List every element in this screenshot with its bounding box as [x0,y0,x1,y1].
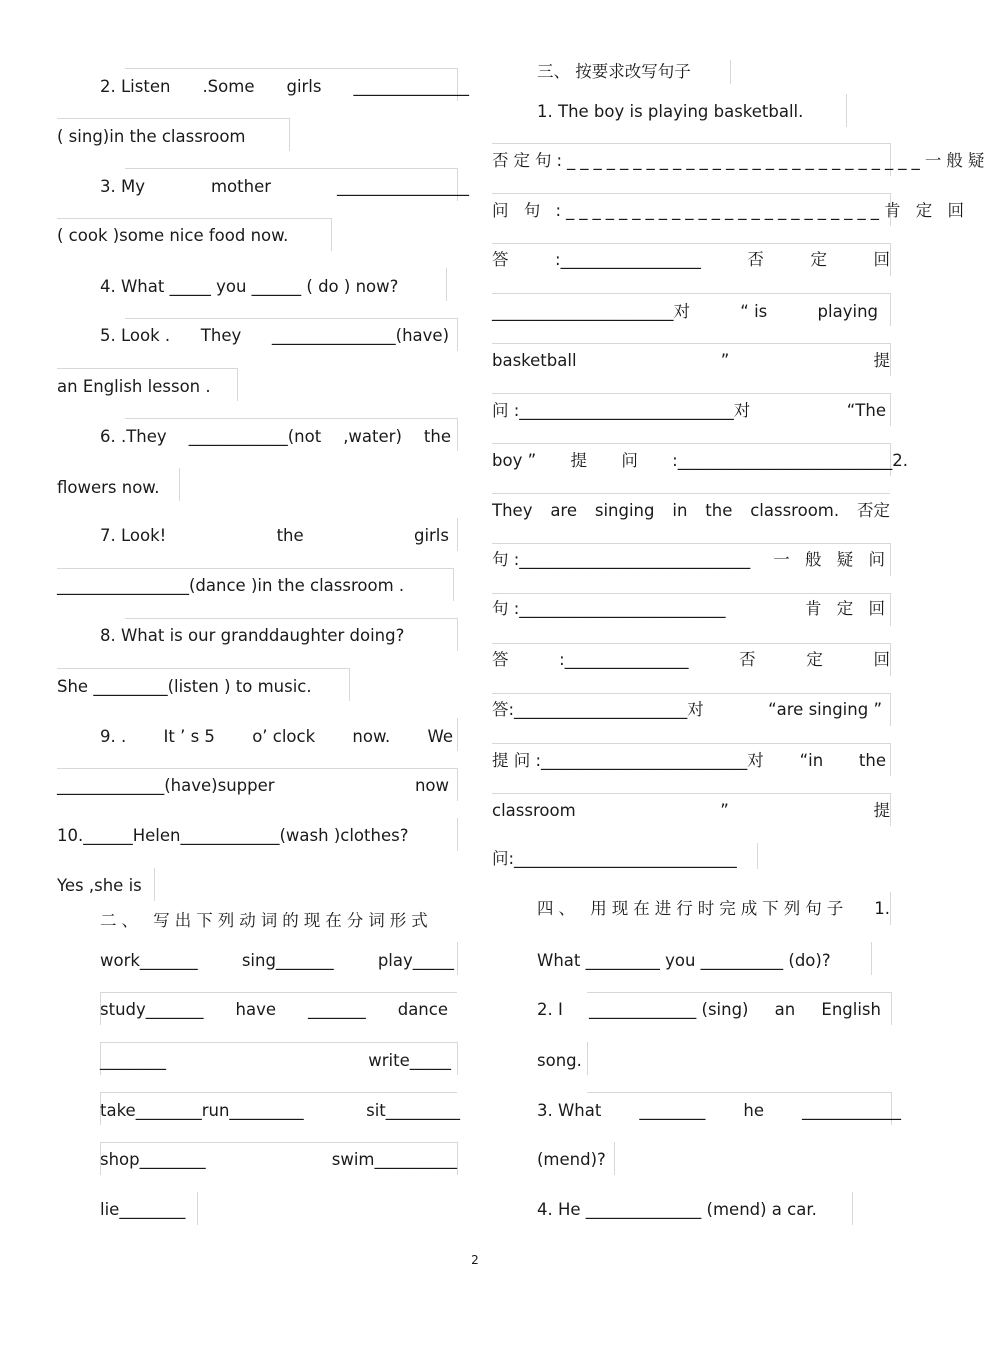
rule [457,518,458,551]
question-9-line-1: 9. . It ’ s 5 o’ clock now. We [100,727,453,746]
section-3-title: 三、 按要求改写句子 [537,62,691,81]
rule [289,118,290,151]
rule [890,743,891,776]
rule [890,393,891,426]
rule [197,1192,198,1225]
rewrite-row-10: 句 :_________________________ 肯 定 回 [492,599,890,618]
rule [100,1142,457,1143]
rule [757,843,758,869]
rule [492,193,890,194]
rule [125,318,457,319]
rule [614,1142,615,1175]
rule [871,942,872,975]
practice-2-line-1: 2. I _____________ (sing) an English [537,1000,881,1019]
rule [457,418,458,451]
rewrite-row-6: 问 :__________________________对 “The [492,401,886,420]
verb-row-3: ________ write_____ [100,1051,451,1070]
rule [154,868,155,901]
rule [453,568,454,601]
rule [890,343,891,376]
question-4: 4. What _____ you ______ ( do ) now? [100,277,399,296]
rule [492,543,890,544]
rewrite-row-9: 句 :____________________________ 一 般 疑 问 [492,550,890,569]
rewrite-row-13: 提 问 :_________________________对 “in the [492,751,886,770]
rule [457,718,458,751]
rule [890,543,891,576]
rule [890,593,891,626]
rule [587,1092,891,1093]
rule [57,568,453,569]
question-3-line-2: ( cook )some nice food now. [57,226,289,245]
rule [100,1042,457,1043]
rewrite-row-1: 否定句:___________________________ 一般疑 [492,151,989,170]
rewrite-row-8: They are singing in the classroom. 否定 [492,501,890,520]
question-7-line-1: 7. Look! the girls [100,526,449,545]
practice-4: 4. He ______________ (mend) a car. [537,1200,817,1219]
rule [57,368,237,369]
rewrite-row-12: 答:_____________________对 “are singing ” [492,700,882,719]
rule [890,892,891,925]
rule [492,793,890,794]
sentence-1: 1. The boy is playing basketball. [537,102,804,121]
rule [492,593,890,594]
rule [57,668,349,669]
rule [890,243,891,276]
rule [492,693,890,694]
question-8-line-2: She _________(listen ) to music. [57,677,312,696]
verb-row-1: work_______ sing_______ play_____ [100,951,454,970]
verb-row-2: study_______ have _______ dance [100,1000,448,1019]
rule [57,218,331,219]
rule [587,992,891,993]
rule [125,618,457,619]
practice-2-line-2: song. [537,1051,582,1070]
verb-row-6: lie________ [100,1200,186,1219]
rule [57,768,457,769]
question-6-line-2: flowers now. [57,478,160,497]
verb-row-5: shop________ swim__________ [100,1150,457,1169]
rewrite-row-3: 答 :_________________ 否 定 回 [492,250,890,269]
rule [890,643,891,676]
rule [331,218,332,251]
rewrite-row-7: boy ” 提 问 :__________________________2. [492,451,908,470]
rule [349,668,350,701]
rule [846,94,847,127]
rule [492,243,890,244]
rule [125,68,457,69]
practice-3-line-2: (mend)? [537,1150,606,1169]
rule [179,468,180,501]
rule [237,368,238,401]
rule [125,168,457,169]
rule [457,768,458,801]
rule [100,1092,457,1093]
rewrite-row-4: ______________________对 “ is playing [492,302,878,321]
rewrite-row-15: 问:___________________________ [492,849,737,868]
rule [457,942,458,975]
question-6-line-1: 6. .They ____________(not ,water) the [100,427,451,446]
rule [492,493,890,494]
section-4-title: 四、 用现在进行时完成下列句子 1. [537,899,890,918]
question-2-line-1: 2. Listen .Some girls ______________ [100,77,469,96]
rule [446,268,447,301]
rule [492,643,890,644]
rewrite-row-5: basketball ” 提 [492,351,890,370]
rule [852,1192,853,1225]
section-2-title: 二、 写出下列动词的现在分词形式 [100,911,433,930]
rule [890,693,891,726]
rule [492,143,890,144]
rule [587,1042,588,1075]
rule [890,793,891,826]
rule [125,418,457,419]
rule [457,1042,458,1075]
question-3-line-1: 3. My mother ________________ [100,177,469,196]
rule [492,743,890,744]
rule [492,443,890,444]
rule [492,393,890,394]
rewrite-row-2: 问 句 :________________________ 肯 定 回 [492,201,970,220]
question-9-line-2: _____________(have)supper now [57,776,449,795]
question-10: 10.______Helen____________(wash )clothes? [57,826,409,845]
practice-1: What _________ you __________ (do)? [537,951,831,970]
question-5-line-1: 5. Look . They _______________(have) [100,326,449,345]
rewrite-row-14: classroom ” 提 [492,801,890,820]
rule [730,60,731,84]
verb-row-4: take________run_________ sit_________ [100,1101,460,1120]
question-2-line-2: ( sing)in the classroom [57,127,246,146]
rule [457,1142,458,1175]
rule [492,343,890,344]
rule [890,293,891,326]
practice-3-line-1: 3. What ________ he ____________ [537,1101,901,1120]
rule [457,618,458,651]
question-7-line-2: ________________(dance )in the classroom . [57,576,405,595]
question-8-line-1: 8. What is our granddaughter doing? [100,626,405,645]
rewrite-row-11: 答 :_______________ 否 定 回 [492,650,890,669]
question-5-line-2: an English lesson . [57,377,211,396]
rule [891,992,892,1025]
page-number: 2 [471,1253,479,1267]
rule [57,118,289,119]
rule [457,318,458,351]
rule [100,992,457,993]
question-10-answer: Yes ,she is [57,876,142,895]
rule [492,293,890,294]
rule [457,818,458,851]
